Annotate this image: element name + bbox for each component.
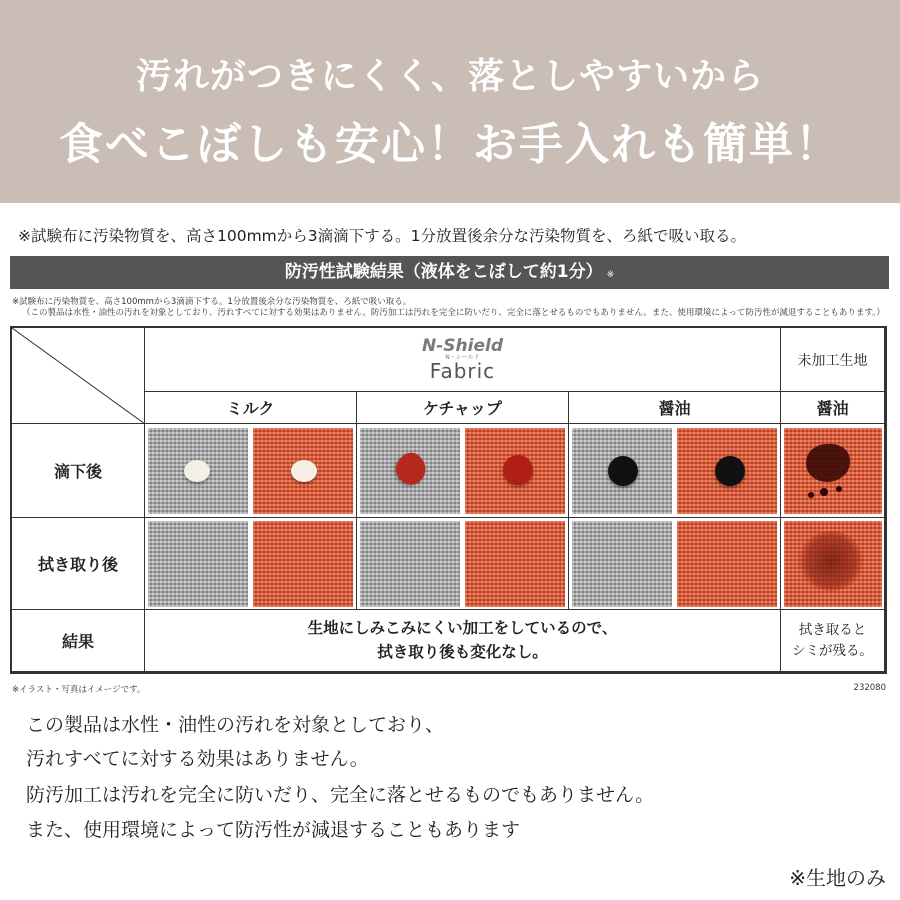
- result-untreated-line-1: 拭き取ると: [798, 622, 867, 639]
- fabric-swatch-gray: [360, 428, 460, 514]
- disclaimer-line-4: また、使用環境によって防汚性が減退することもあります: [26, 819, 521, 841]
- fabric-swatch-orange: [465, 428, 565, 514]
- result-untreated-line-2: シミが残る。: [792, 642, 873, 659]
- nshield-logo-sub: Fabric: [429, 359, 496, 383]
- soy-stain: [806, 444, 850, 482]
- soy-residue-stain: [798, 531, 864, 591]
- fabric-swatch-gray: [360, 521, 460, 607]
- soy-drop: [715, 456, 745, 486]
- fabric-swatch-gray: [572, 521, 672, 607]
- fabric-swatch-orange: [465, 521, 565, 607]
- fabric-swatch-orange: [677, 428, 777, 514]
- result-treated-line-1: 生地にしみこみにくい加工をしているので、: [307, 619, 618, 638]
- test-method-note: ※試験布に汚染物質を、高さ100mmから3滴滴下する。1分放置後余分な汚染物質を、ろ紙で吸い取る。: [18, 227, 746, 245]
- substance-milk: ミルク: [145, 392, 357, 424]
- soy-stain: [836, 486, 842, 492]
- ketchup-drop: [390, 448, 432, 490]
- substance-soy: 醤油: [569, 392, 781, 424]
- row-label-after-drop: 滴下後: [12, 424, 145, 518]
- fabric-swatch-orange: [253, 428, 353, 514]
- table-title-bar: [10, 256, 889, 289]
- result-untreated: [781, 610, 885, 672]
- corner-diagonal: [12, 328, 145, 424]
- corner-cell: [12, 328, 145, 424]
- fabric-swatch-gray: [148, 428, 248, 514]
- fabric-swatch-untreated: [784, 428, 882, 514]
- fabric-swatch-gray: [572, 428, 672, 514]
- fabric-swatch-gray: [148, 521, 248, 607]
- product-code: 232080: [853, 683, 886, 693]
- untreated-header: 未加工生地: [781, 328, 885, 392]
- image-footnote: ※イラスト・写真はイメージです。: [12, 685, 146, 695]
- result-treated: [145, 610, 781, 672]
- soy-stain: [808, 492, 814, 498]
- substance-soy-untreated: 醤油: [781, 392, 885, 424]
- disclaimer-line-3: 防汚加工は汚れを完全に防いだり、完全に落とせるものでもありません。: [26, 784, 655, 806]
- fabric-swatch-orange: [253, 521, 353, 607]
- fabric-swatch-untreated: [784, 521, 882, 607]
- table-title-mark: ※: [606, 270, 615, 280]
- row-label-result: 結果: [12, 610, 145, 672]
- banner-line-2: 食べこぼしも安心！お手入れも簡単！: [59, 119, 841, 170]
- soy-stain: [820, 488, 828, 496]
- header-banner: [0, 0, 900, 203]
- ketchup-drop: [503, 455, 533, 485]
- banner-line-1: 汚れがつきにくく、落としやすいから: [135, 56, 765, 97]
- fabric-only-note: ※生地のみ: [789, 866, 886, 890]
- row-label-after-wipe: 拭き取り後: [12, 518, 145, 610]
- small-note-1: ※試験布に汚染物質を、高さ100mmから3滴滴下する。1分放置後余分な汚染物質を、ろ紙で吸い取る。: [12, 297, 412, 307]
- nshield-header-cell: [145, 328, 781, 392]
- small-note-2: （この製品は水性・油性の汚れを対象としており、汚れすべてに対する効果はありません。防汚加工は汚れを完全に防いだり、完全に落とせるものでもありません。また、使用環境によって防汚性が減退することもあります。）: [22, 308, 885, 318]
- nshield-logo-name: N-Shield: [422, 336, 503, 356]
- milk-drop: [184, 460, 210, 482]
- disclaimer-line-1: この製品は水性・油性の汚れを対象としており、: [26, 714, 445, 736]
- result-treated-line-2: 拭き取り後も変化なし。: [377, 642, 548, 661]
- nshield-logo-kana: N・シールド: [445, 354, 480, 361]
- nshield-logo: [422, 338, 503, 381]
- disclaimer-line-2: 汚れすべてに対する効果はありません。: [26, 748, 369, 770]
- fabric-swatch-orange: [677, 521, 777, 607]
- milk-drop: [291, 460, 317, 482]
- test-results-table: [10, 326, 887, 674]
- substance-ketchup: ケチャップ: [357, 392, 569, 424]
- table-title: 防汚性試験結果（液体をこぼして約1分）: [284, 262, 603, 282]
- soy-drop: [608, 456, 638, 486]
